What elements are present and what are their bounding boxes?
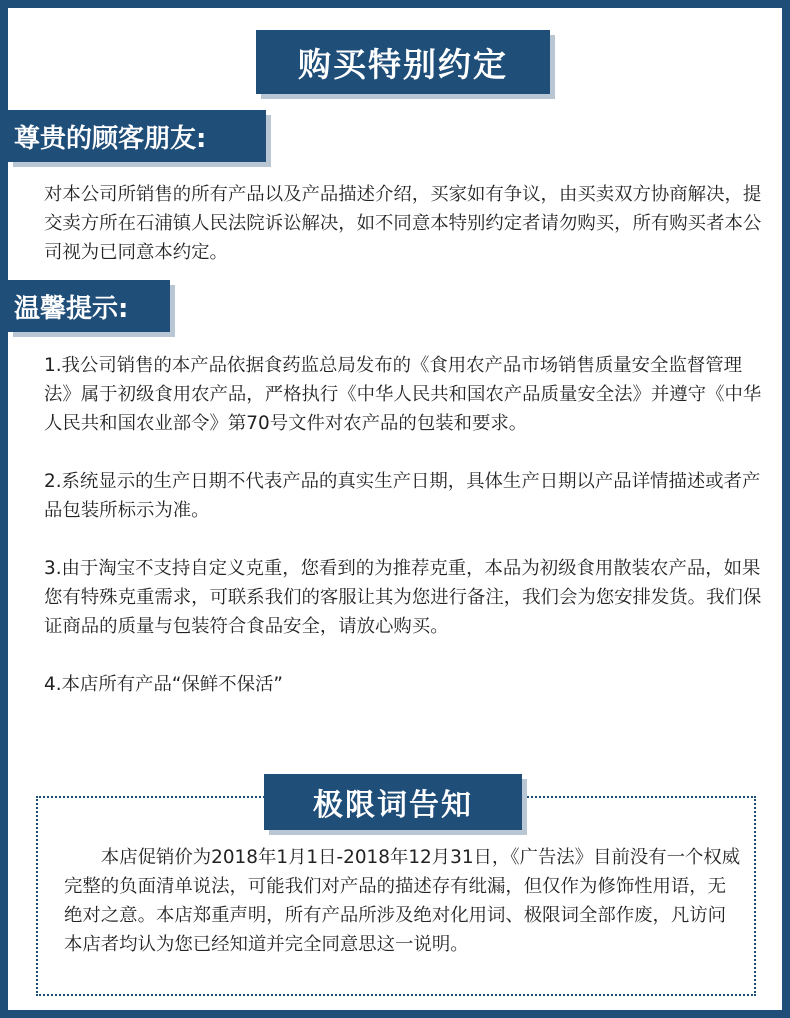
tip-item: 2.系统显示的生产日期不代表产品的真实生产日期，具体生产日期以产品详情描述或者产品包装所标示为准。 <box>44 471 761 521</box>
limit-notice-body: 本店促销价为2018年1月1日-2018年12月31日，《广告法》目前没有一个权威完整的负面清单说法，可能我们对产品的描述存有纰漏，但仅作为修饰性用语，无绝对之意。本店郑重声明，所有产品所涉及绝对化用词、极限词全部作废，凡访问本店者均认为您已经知道并完全同意思这一说明。 <box>64 847 741 955</box>
limit-notice-heading: 极限词告知 <box>264 774 522 830</box>
tips-list <box>44 351 764 728</box>
page-title: 购买特别约定 <box>256 30 550 94</box>
tip-item: 3.由于淘宝不支持自定义克重，您看到的为推荐克重，本品为初级食用散装农产品，如果您有特殊克重需求，可联系我们的客服让其为您进行备注，我们会为您安排发货。我们保证商品的质量与包装符合食品安全，请放心购买。 <box>44 558 762 637</box>
greeting-body <box>44 180 764 267</box>
tips-heading: 温馨提示: <box>8 280 170 332</box>
greeting-paragraph: 对本公司所销售的所有产品以及产品描述介绍，买家如有争议，由买卖双方协商解决，提交卖方所在石浦镇人民法院诉讼解决，如不同意本特别约定者请勿购买，所有购买者本公司视为已同意本约定。 <box>44 184 762 263</box>
tip-item: 1.我公司销售的本产品依据食药监总局发布的《食用农产品市场销售质量安全监督管理法》属于初级食用农产品，严格执行《中华人民共和国农产品质量安全法》并遵守《中华人民共和国农业部令》第70号文件对农产品的包装和要求。 <box>44 355 762 434</box>
greeting-heading: 尊贵的顾客朋友: <box>8 110 266 162</box>
tip-item: 4.本店所有产品“保鲜不保活” <box>44 674 283 695</box>
document-page <box>8 8 782 1010</box>
